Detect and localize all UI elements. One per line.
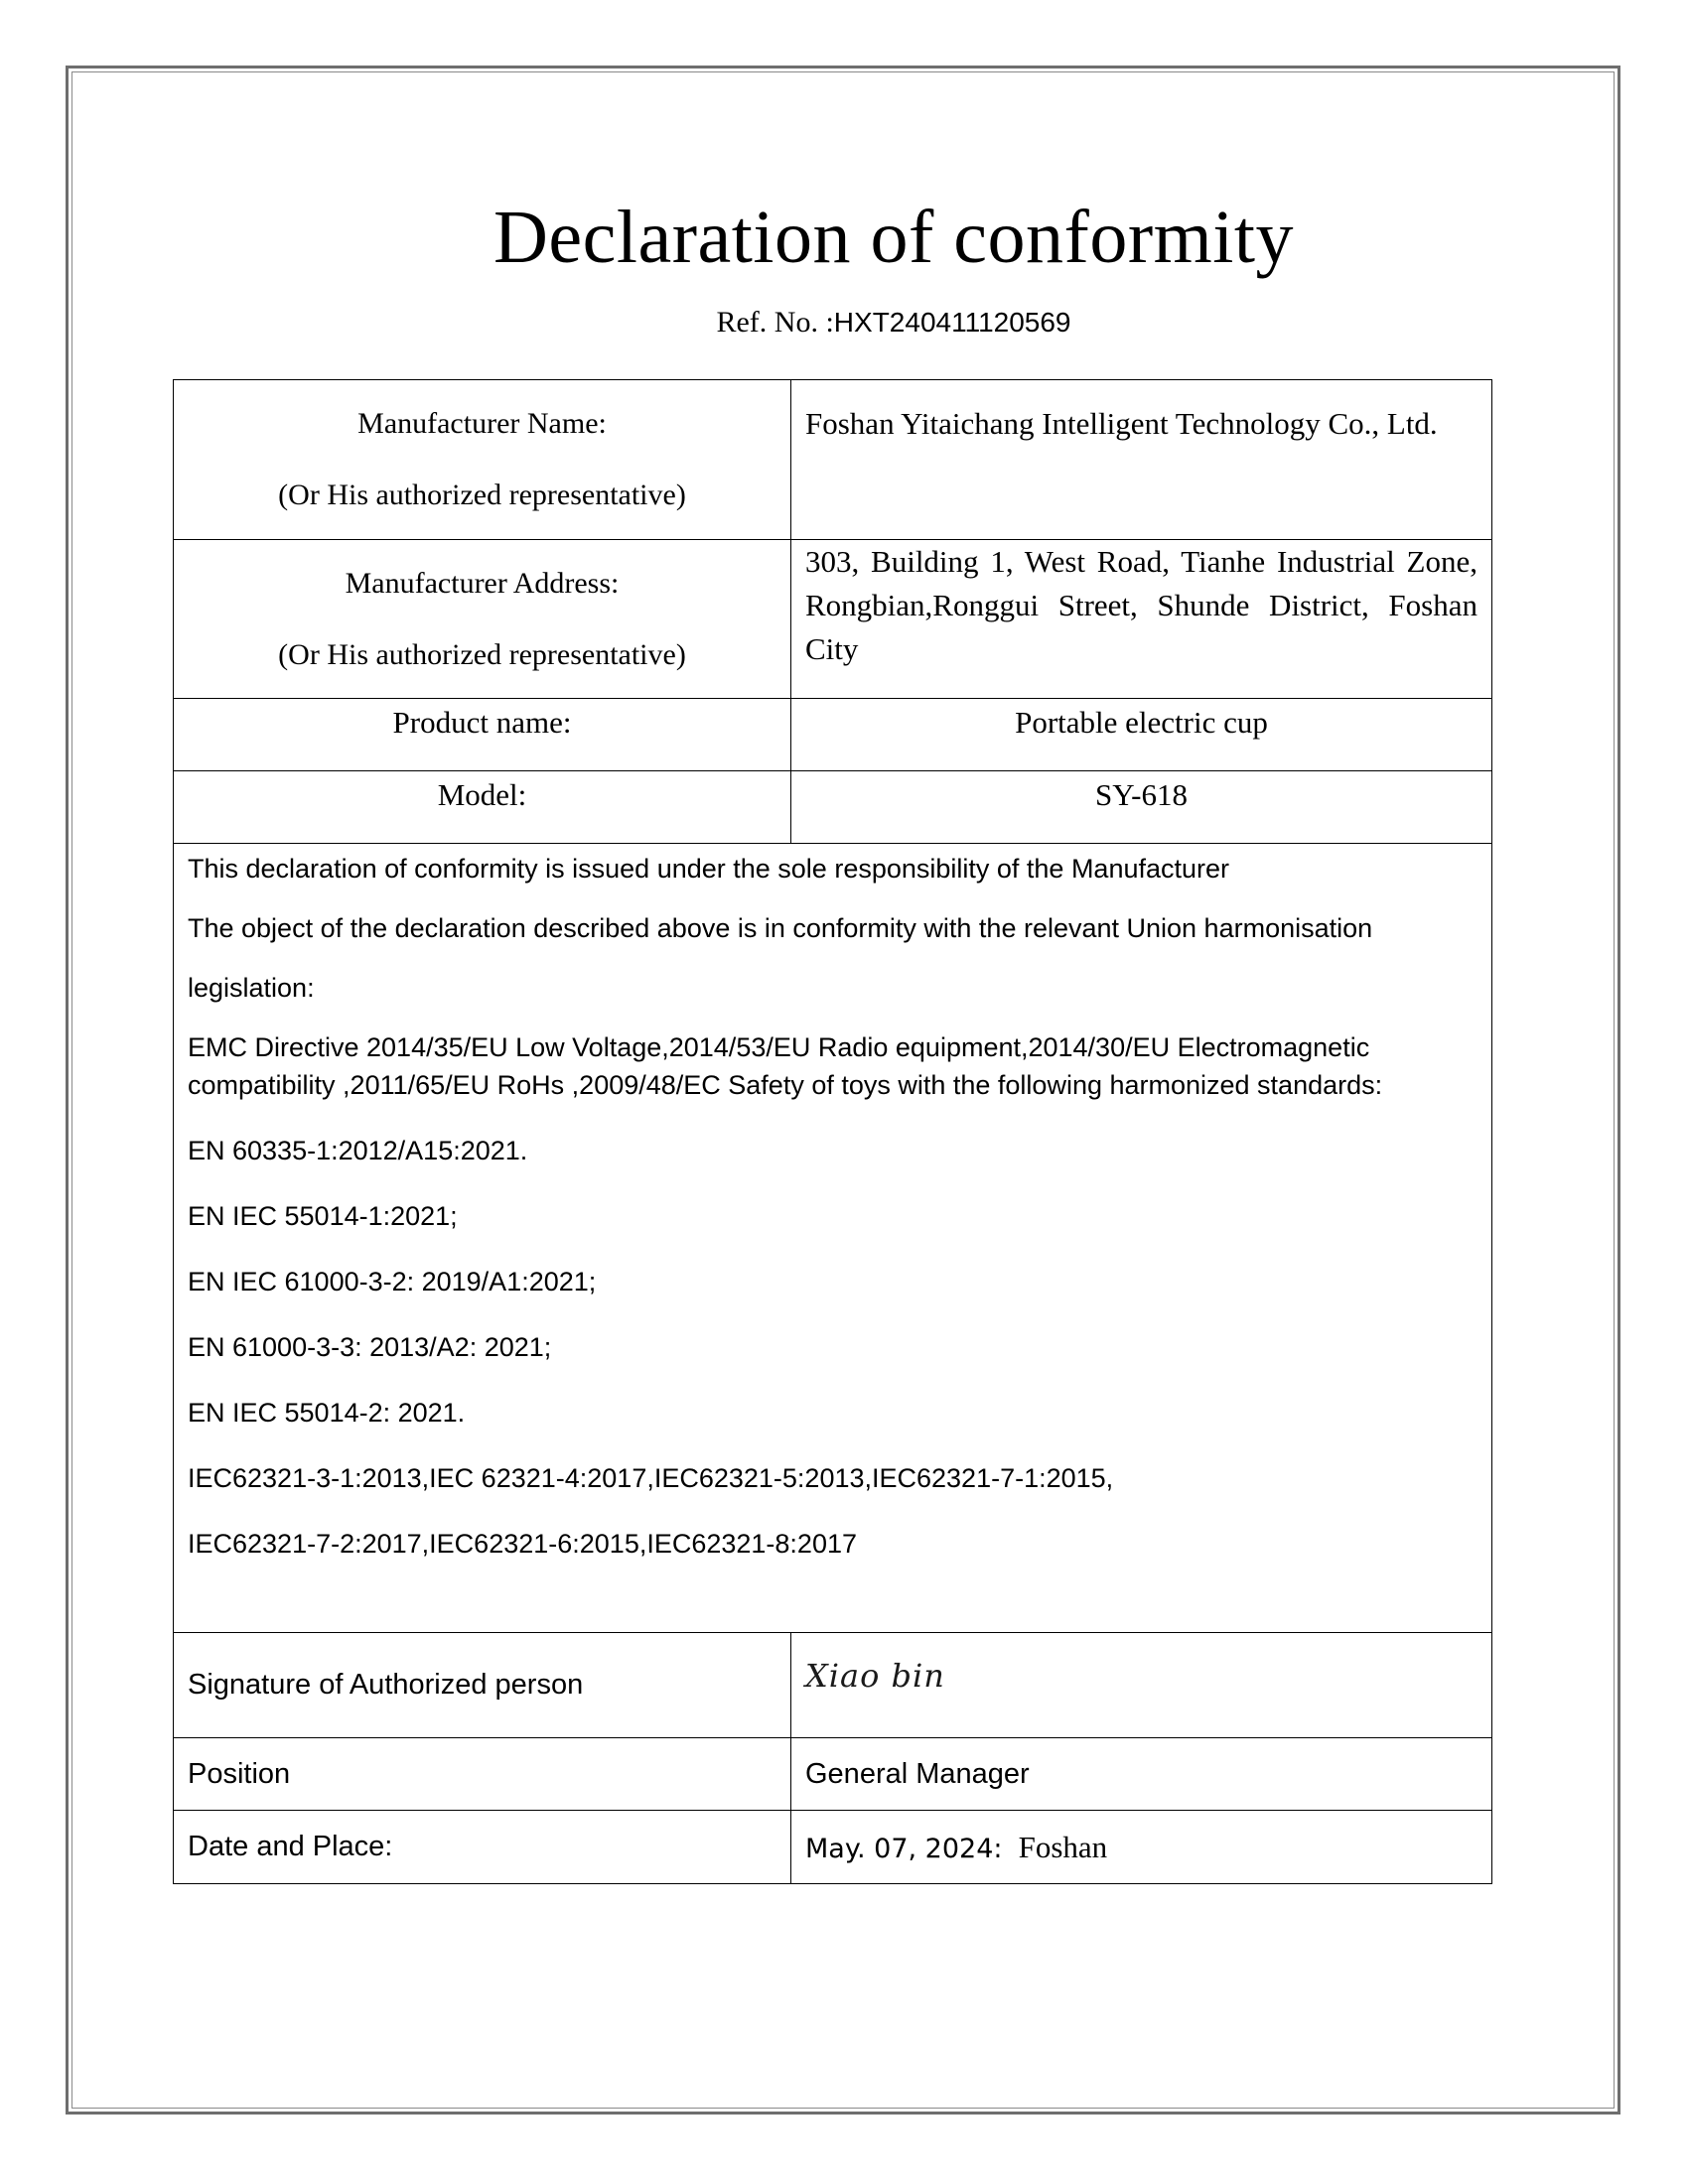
reference-number — [0, 306, 1688, 340]
standard-item: EN IEC 55014-1:2021; — [188, 1201, 458, 1231]
product-row — [174, 699, 1492, 771]
manufacturer-name-value: Foshan Yitaichang Intelligent Technology Co., Ltd. — [791, 380, 1492, 540]
declaration-line-2: The object of the declaration described above is in conformity with the relevant Union harmonisation — [188, 913, 1373, 943]
declaration-line-1: This declaration of conformity is issued under the sole responsibility of the Manufacturer — [188, 854, 1230, 884]
manufacturer-name-row — [174, 380, 1492, 540]
position-value: General Manager — [791, 1738, 1492, 1811]
standard-item: EN 61000-3-3: 2013/A2: 2021; — [188, 1332, 552, 1362]
standard-item: EN 60335-1:2012/A15:2021. — [188, 1136, 528, 1165]
handwritten-signature: Xiao bin — [805, 1657, 945, 1695]
standard-item: IEC62321-3-1:2013,IEC 62321-4:2017,IEC62321-5:2013,IEC62321-7-1:2015, — [188, 1463, 1114, 1493]
date-place-label: Date and Place: — [174, 1811, 791, 1884]
model-row — [174, 771, 1492, 844]
signature-row — [174, 1633, 1492, 1738]
document-title: Declaration of conformity — [493, 196, 1294, 279]
standard-item: IEC62321-7-2:2017,IEC62321-6:2015,IEC62321-8:2017 — [188, 1529, 857, 1559]
product-label: Product name: — [174, 699, 791, 771]
standard-item: EN IEC 55014-2: 2021. — [188, 1398, 466, 1428]
place-value: Foshan — [1018, 1829, 1108, 1864]
manufacturer-address-value: 303, Building 1, West Road, Tianhe Industrial Zone, Rongbian,Ronggui Street, Shunde District, Foshan City — [791, 540, 1492, 699]
manufacturer-address-sublabel: (Or His authorized representative) — [278, 637, 686, 671]
manufacturer-address-row — [174, 540, 1492, 699]
declaration-table — [173, 379, 1492, 1884]
directives-text: EMC Directive 2014/35/EU Low Voltage,2014/53/EU Radio equipment,2014/30/EU Electromagnetic compatibility ,2011/65/EU RoHs ,2009/48/EC Safety of toys with the following harmonized standards: — [188, 1032, 1383, 1100]
declaration-line-3: legislation: — [188, 973, 315, 1003]
position-row — [174, 1738, 1492, 1811]
signature-cell — [791, 1633, 1492, 1738]
standard-item: EN IEC 61000-3-2: 2019/A1:2021; — [188, 1267, 597, 1297]
date-place-value — [791, 1811, 1492, 1884]
manufacturer-name-label-cell — [174, 380, 791, 540]
position-label: Position — [174, 1738, 791, 1811]
declaration-body — [174, 844, 1492, 1633]
model-label: Model: — [174, 771, 791, 844]
ref-label: Ref. No. : — [716, 306, 834, 339]
manufacturer-address-label: Manufacturer Address: — [345, 566, 620, 600]
declaration-row — [174, 844, 1492, 1633]
date-place-row — [174, 1811, 1492, 1884]
date-value: May. 07, 2024: — [805, 1833, 1003, 1864]
manufacturer-name-label: Manufacturer Name: — [357, 407, 607, 440]
manufacturer-address-label-cell — [174, 540, 791, 699]
product-value: Portable electric cup — [791, 699, 1492, 771]
manufacturer-name-sublabel: (Or His authorized representative) — [278, 478, 686, 511]
ref-value: HXT240411120569 — [833, 307, 1071, 338]
signature-label: Signature of Authorized person — [174, 1633, 791, 1738]
model-value: SY-618 — [791, 771, 1492, 844]
